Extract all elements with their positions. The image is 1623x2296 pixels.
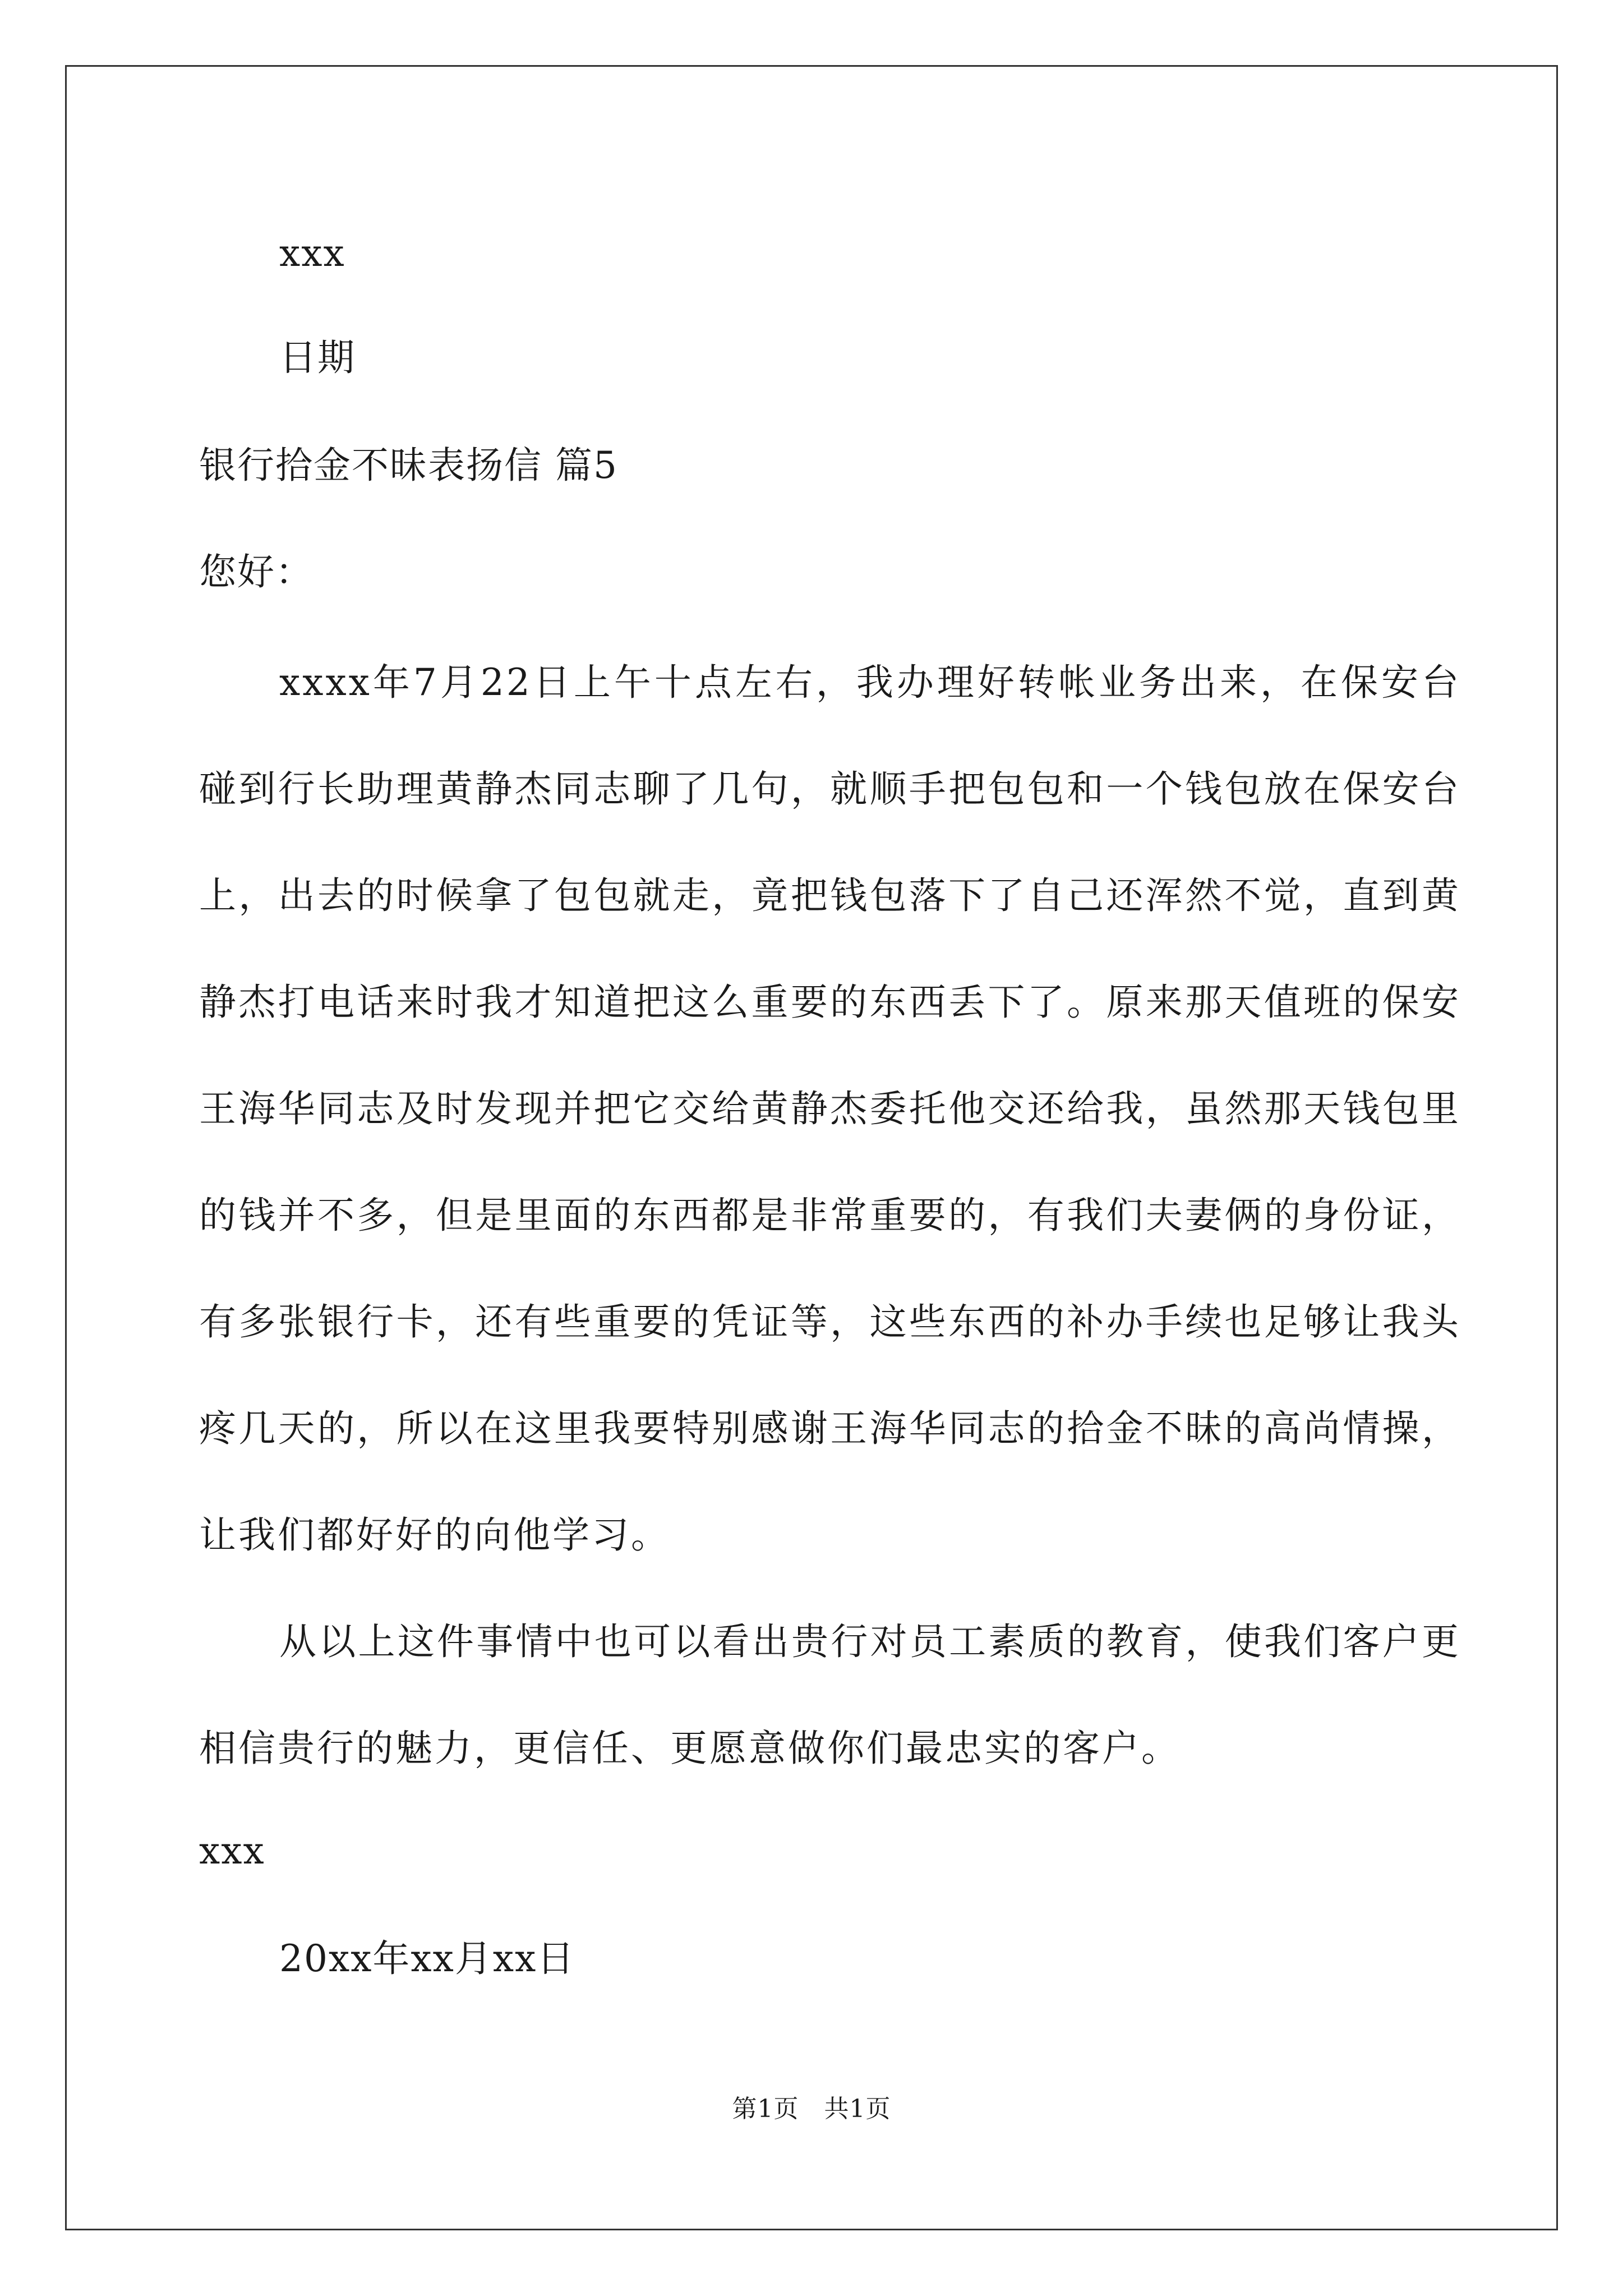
page-indicator: 第1页 共1页 — [732, 2095, 891, 2123]
date-label: 日期 — [279, 336, 356, 379]
body-paragraph-2: 从以上这件事情中也可以看出贵行对员工素质的教育，使我们客户更相信贵行的魅力，更信任、更愿意做你们最忠实的客户。 — [199, 1620, 1461, 1770]
signature: xxx — [199, 1829, 265, 1872]
letter-heading: 银行拾金不昧表扬信 篇5 — [199, 444, 618, 487]
greeting: 您好： — [199, 550, 313, 593]
body-paragraph-1: xxxx年7月22日上午十点左右，我办理好转帐业务出来，在保安台碰到行长助理黄静杰同志聊了几句，就顺手把包包和一个钱包放在保安台上，出去的时候拿了包包就走，竟把钱包落下了自己还浑然不觉，直到黄静杰打电话来时我才知道把这么重要的东西丢下了。原来那天值班的保安王海华同志及时发现并把它交给黄静杰委托他交还给我，虽然那天钱包里的钱并不多，但是里面的东西都是非常重要的，有我们夫妻俩的身份证，有多张银行卡，还有些重要的凭证等，这些东西的补办手续也足够让我头疼几天的，所以在这里我要特别感谢王海华同志的拾金不昧的高尚情操，让我们都好好的向他学习。 — [199, 661, 1461, 1557]
signature-date: 20xx年xx月xx日 — [279, 1937, 575, 1980]
sender-name-top: xxx — [279, 232, 345, 275]
